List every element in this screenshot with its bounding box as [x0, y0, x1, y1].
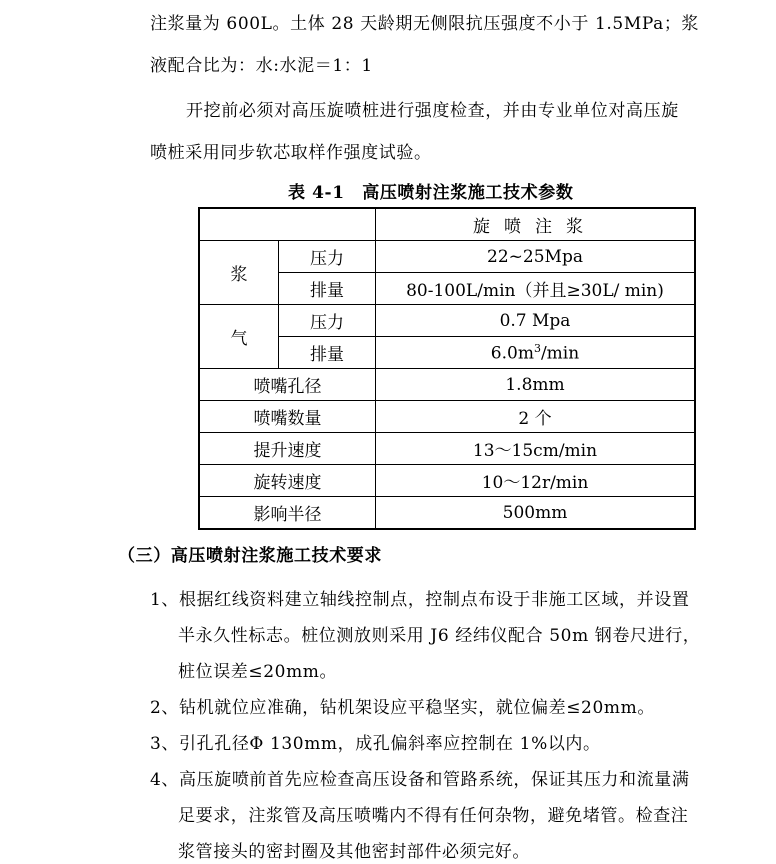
table-cell-empty: [199, 208, 376, 241]
table-row: [199, 369, 695, 401]
list-item-line: 足要求，注浆管及高压喷嘴内不得有任何杂物，避免堵管。检查注: [178, 806, 689, 826]
value-main: 6.0m: [490, 343, 534, 364]
row-label: 喷嘴数量: [199, 401, 376, 433]
row-value: 0.7 Mpa: [376, 305, 696, 337]
row-value: 2 个: [376, 401, 696, 433]
row-value: 22~25Mpa: [376, 241, 696, 273]
table-row: [199, 241, 695, 273]
row-value: 1.8mm: [376, 369, 696, 401]
row-label: 提升速度: [199, 433, 376, 465]
parameters-table: [198, 207, 696, 530]
row-label: 旋转速度: [199, 465, 376, 497]
list-item-line: 4、高压旋喷前首先应检查高压设备和管路系统，保证其压力和流量满: [150, 770, 690, 790]
list-item-line: 2、钻机就位应准确，钻机架设应平稳坚实，就位偏差≤20mm。: [150, 698, 655, 718]
table-row: [199, 497, 695, 530]
row-value: 10～12r/min: [376, 465, 696, 497]
header-text: 旋喷注浆: [473, 217, 597, 237]
row-value: 13～15cm/min: [376, 433, 696, 465]
row-value: 80-100L/min（并且≥30L/ min): [376, 273, 696, 305]
table-row: [199, 305, 695, 337]
row-value: [376, 337, 696, 369]
list-item-line: 桩位误差≤20mm。: [178, 662, 338, 682]
table-row: [199, 465, 695, 497]
table-row: [199, 401, 695, 433]
section-heading: （三）高压喷射注浆施工技术要求: [118, 546, 382, 566]
paragraph-line: 液配合比为：水:水泥＝1：1: [150, 56, 373, 76]
row-label: 压力: [279, 241, 376, 273]
list-item-line: 1、根据红线资料建立轴线控制点，控制点布设于非施工区域，并设置: [150, 590, 690, 610]
table-header-row: [199, 208, 695, 241]
row-label: 喷嘴孔径: [199, 369, 376, 401]
row-label: 排量: [279, 337, 376, 369]
table-row: [199, 433, 695, 465]
list-item-line: 半永久性标志。桩位测放则采用 J6 经纬仪配合 50m 钢卷尺进行，: [178, 626, 701, 646]
group-label-air: 气: [199, 305, 279, 369]
row-label: 压力: [279, 305, 376, 337]
paragraph-line: 喷桩采用同步软芯取样作强度试验。: [150, 143, 432, 163]
value-tail: /min: [540, 343, 580, 364]
row-label: 影响半径: [199, 497, 376, 530]
value-superscript: 3: [533, 341, 541, 355]
table-header-cell: [376, 208, 696, 241]
table-caption: 表 4-1 高压喷射注浆施工技术参数: [288, 183, 574, 203]
paragraph-line: 注浆量为 600L。土体 28 天龄期无侧限抗压强度不小于 1.5MPa；浆: [150, 14, 700, 34]
list-item-line: 3、引孔孔径Φ 130mm，成孔偏斜率应控制在 1%以内。: [150, 734, 601, 754]
paragraph-line: 开挖前必须对高压旋喷桩进行强度检查，并由专业单位对高压旋: [186, 101, 679, 121]
list-item-line: 浆管接头的密封圈及其他密封部件必须完好。: [178, 842, 530, 862]
row-value: 500mm: [376, 497, 696, 530]
group-label-slurry: 浆: [199, 241, 279, 305]
row-label: 排量: [279, 273, 376, 305]
